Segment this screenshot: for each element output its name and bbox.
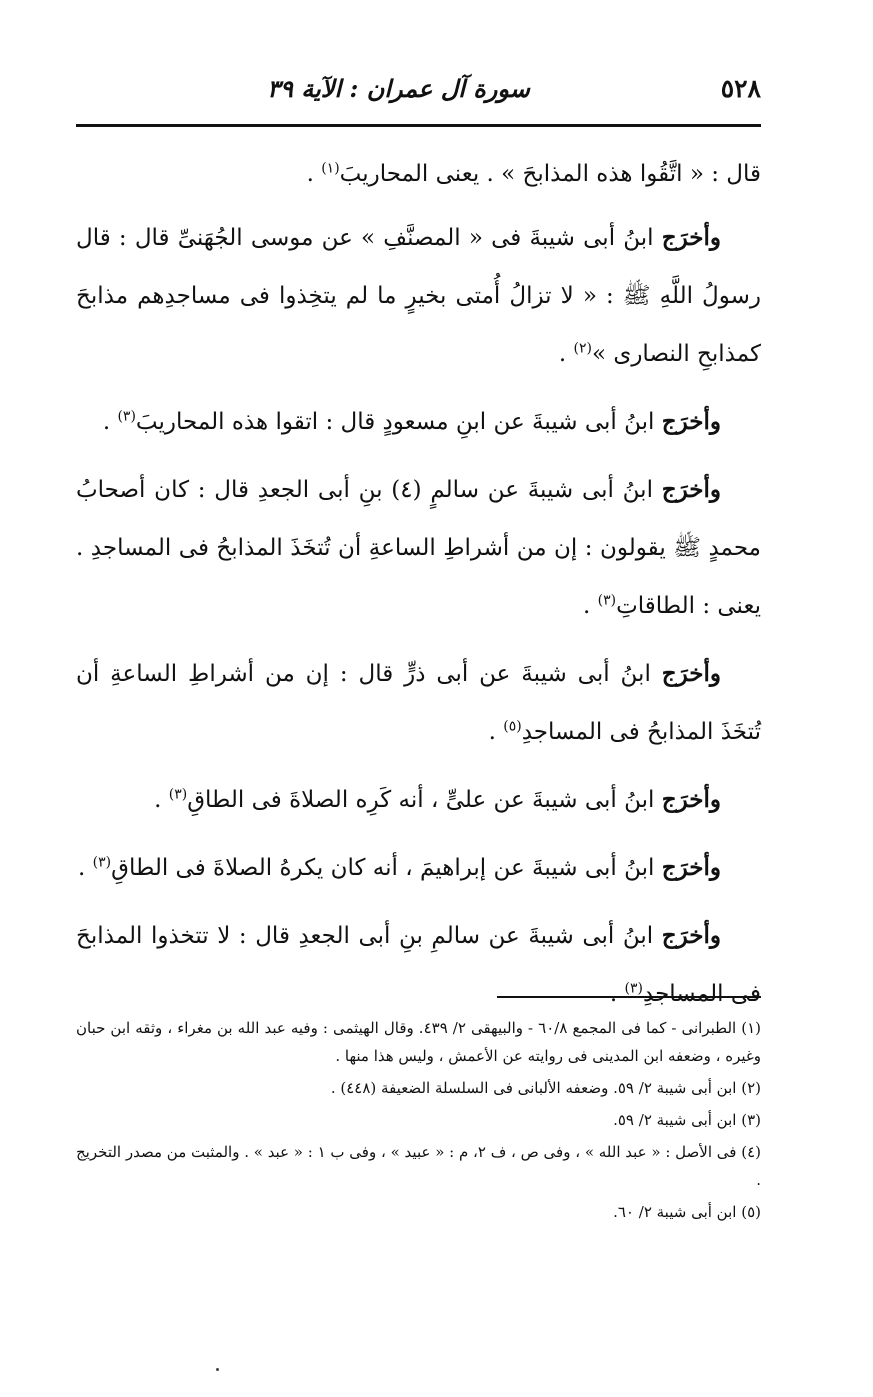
paragraph xyxy=(76,393,761,451)
paragraph-lead: وأخرَج xyxy=(661,854,721,881)
paragraph-text: ابنُ أبى شيبةَ عن سالمِ بنِ أبى الجعدِ قال : لا تتخذوا المذابحَ فى المساجدِ xyxy=(76,923,761,1007)
paragraph-lead: وأخرَج xyxy=(661,786,721,813)
paragraph-lead: وأخرَج xyxy=(661,922,721,949)
footnote-ref: (٣) xyxy=(597,592,617,609)
footnote-ref: (٢) xyxy=(573,340,592,357)
paragraph xyxy=(76,461,761,635)
paragraph xyxy=(76,771,761,829)
paragraph-end: . xyxy=(102,409,118,435)
footnote-ref: (٣) xyxy=(92,854,112,871)
footnote: (٥) ابن أبى شيبة ٢/ ٦٠. xyxy=(613,1203,761,1221)
paragraph-end: . xyxy=(306,161,322,187)
running-title: سورة آل عمران : الآية ٣٩ xyxy=(267,74,530,103)
footnote: (٢) ابن أبى شيبة ٢/ ٥٩. وضعفه الألبانى فى السلسلة الضعيفة (٤٤٨) . xyxy=(330,1079,761,1097)
paragraph-end: . xyxy=(582,593,598,619)
footnote-ref: (٣) xyxy=(168,786,188,803)
paragraph-lead: وأخرَج xyxy=(661,476,721,503)
paragraph-text: ابنُ أبى شيبةَ عن علىٍّ ، أنه كَرِه الصلاةَ فى الطاقِ xyxy=(187,787,662,813)
main-text xyxy=(76,145,761,1033)
paragraph-lead: وأخرَج xyxy=(661,408,721,435)
header-rule xyxy=(76,124,761,127)
footnote-ref: (٣) xyxy=(624,980,643,997)
paragraph-end: . xyxy=(488,719,504,745)
footnote: (٤) فى الأصل : « عبد الله » ، وفى ص ، ف ٢، م : « عبيد » ، وفى ب ١ : « عبد » . والمثبت من مصدر التخريج . xyxy=(76,1143,761,1189)
paragraph-text: ابنُ أبى شيبةَ فى « المصنَّفِ » عن موسى الجُهَنىِّ قال : قال رسولُ اللَّهِ ﷺ : « لا تزالُ أُمتى بخيرٍ ما لم يتخِذوا فى مساجدِهم مذابحَ كمذابحِ النصارى » xyxy=(76,225,761,367)
paragraph-lead: وأخرَج xyxy=(661,224,721,251)
footnote: (١) الطبرانى - كما فى المجمع ٦٠/٨ - والبيهقى ٢/ ٤٣٩. وقال الهيثمى : وفيه عبد الله بن مغراء ، وثقه ابن حبان وغيره ، وضعفه ابن المدينى فى روايته عن الأعمش ، وليس هذا منها . xyxy=(76,1019,761,1065)
paragraph xyxy=(76,839,761,897)
paragraph-end: . xyxy=(609,981,625,1007)
paragraph xyxy=(76,645,761,761)
paragraph-text: ابنُ أبى شيبةَ عن سالمٍ (٤) بنِ أبى الجعدِ قال : كان أصحابُ محمدٍ ﷺ يقولون : إن من أشراطِ الساعةِ أن تُتخَذَ المذابحُ فى المساجدِ . يعنى : الطاقاتِ xyxy=(76,477,761,619)
paragraph-end: . xyxy=(558,341,574,367)
paragraph-end: . xyxy=(154,787,169,813)
paragraph-text: ابنُ أبى شيبةَ عن أبى ذرٍّ قال : إن من أشراطِ الساعةِ أن تُتخَذَ المذابحُ فى المساجدِ xyxy=(76,661,761,745)
footnotes-rule xyxy=(497,996,761,998)
footnote: (٣) ابن أبى شيبة ٢/ ٥٩. xyxy=(613,1111,761,1129)
paragraph-lead: وأخرَج xyxy=(661,660,721,687)
paragraph-end: . xyxy=(78,855,93,881)
paragraph-text: ابنُ أبى شيبةَ عن إبراهيمَ ، أنه كان يكرهُ الصلاةَ فى الطاقِ xyxy=(111,855,662,881)
footnote-ref: (٥) xyxy=(503,718,522,735)
page-number: ٥٢٨ xyxy=(720,74,761,103)
footnote-ref: (٣) xyxy=(117,408,136,425)
footnote-ref: (١) xyxy=(321,160,340,177)
scan-speck xyxy=(216,1368,219,1371)
footnotes xyxy=(76,1014,761,1230)
paragraph xyxy=(76,145,761,203)
paragraph-text: قال : « اتَّقُوا هذه المذابحَ » . يعنى المحاريبَ xyxy=(339,161,761,187)
paragraph xyxy=(76,209,761,383)
paragraph-text: ابنُ أبى شيبةَ عن ابنِ مسعودٍ قال : اتقوا هذه المحاريبَ xyxy=(135,409,662,435)
paragraph xyxy=(76,907,761,1023)
page-header xyxy=(76,70,761,110)
